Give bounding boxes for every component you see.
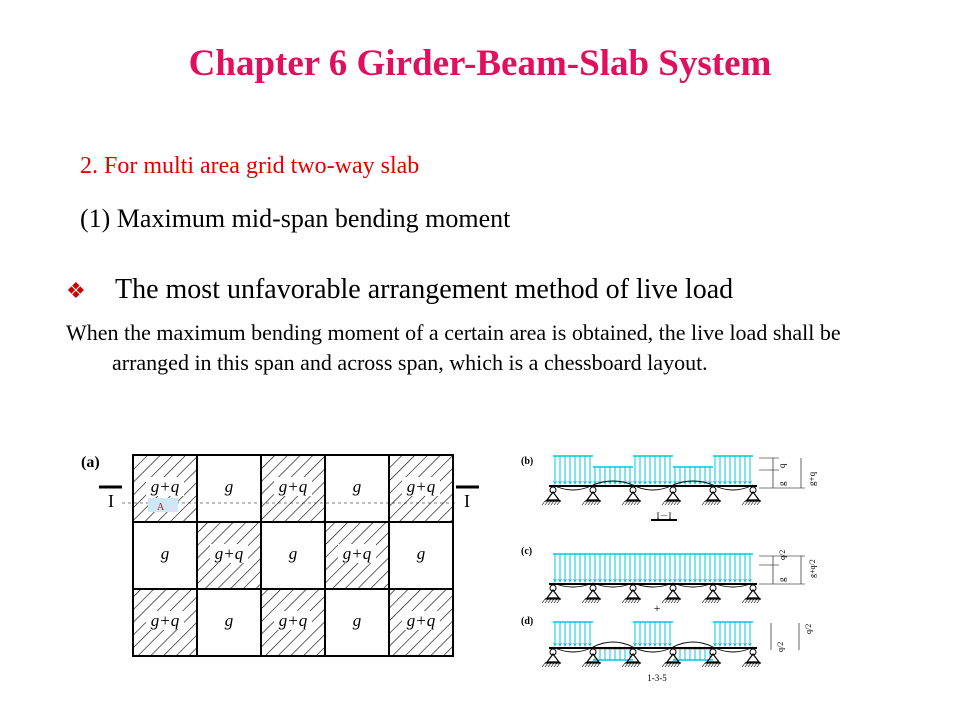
support-hatch [677,501,680,505]
support-hatch [637,501,640,505]
support-hatch [557,501,560,505]
panel-load-label: g [224,611,234,630]
section-caption: I－I [656,511,672,521]
panel-load-label: g [288,544,298,563]
support-hatch [665,501,668,505]
panel-load-label: g+q [342,544,372,563]
load-neg-label-d: q/2 [776,641,785,652]
load-half-q-label-c: q/2 [778,549,787,560]
support-hatch [542,501,545,505]
support-hatch [622,599,625,603]
support-hatch [671,501,674,505]
support-hatch [545,501,548,505]
panel-load-label: g+q [406,611,436,630]
support-hatch [714,501,717,505]
load-decomposition-figure [515,448,840,688]
panel-load-label: g [352,477,362,496]
subheading-max-moment: (1) Maximum mid-span bending moment [80,204,511,233]
section-label-right: I [464,491,470,511]
support-hatch [597,501,600,505]
support-hatch [717,501,720,505]
support-hatch [582,599,585,603]
support-hatch [748,501,751,505]
subheading-multi-area: 2. For multi area grid two-way slab [80,153,420,179]
support-hatch [702,599,705,603]
support-hatch [742,501,745,505]
figure-c-label: (c) [521,546,533,557]
support-hatch [742,663,745,667]
support-hatch [634,501,637,505]
load-q-label-b: q [777,463,787,468]
support-hatch [548,501,551,505]
panel-load-label: g [160,544,170,563]
panel-load-label: g [352,611,362,630]
support-hatch [591,501,594,505]
support-hatch [668,501,671,505]
load-total-label-c: g+q/2 [808,559,817,578]
support-hatch [585,501,588,505]
load-pos-label-d: q/2 [804,623,813,634]
plus-sign: + [653,601,661,615]
panel-load-label: g+q [278,477,308,496]
diamond-bullet-icon: ❖ [66,278,86,303]
panel-load-label: g+q [214,544,244,563]
support-hatch [594,501,597,505]
support-hatch [628,501,631,505]
panel-load-label: g+q [150,611,180,630]
support-hatch [705,501,708,505]
support-hatch [551,501,554,505]
marker-a-label: A [157,502,165,513]
support-hatch [582,501,585,505]
support-hatch [622,501,625,505]
figure-b-label: (b) [521,456,534,467]
support-hatch [751,501,754,505]
support-hatch [622,663,625,667]
panel-load-label: g+q [278,611,308,630]
support-hatch [742,599,745,603]
section-label-left: I [108,491,114,511]
support-hatch [542,599,545,603]
chessboard-plan-figure [78,448,488,664]
support-hatch [625,501,628,505]
deflection-curve [593,642,633,647]
panel-load-label: g+q [150,477,180,496]
slide-title: Chapter 6 Girder-Beam-Slab System [188,43,772,84]
figure-a-label: (a) [81,454,100,471]
load-g-label-b: g [777,481,787,486]
support-hatch [674,501,677,505]
support-hatch [554,501,557,505]
support-hatch [711,501,714,505]
support-hatch [662,501,665,505]
bullet-live-load: The most unfavorable arrangement method of live load [115,274,734,305]
support-hatch [631,501,634,505]
load-total-label-b: g+q [807,471,817,486]
support-hatch [588,501,591,505]
support-hatch [745,501,748,505]
panel-load-label: g [416,544,426,563]
support-hatch [582,663,585,667]
figure-caption: 1-3-5 [647,673,667,683]
support-hatch [757,501,760,505]
support-hatch [542,663,545,667]
body-paragraph: When the maximum bending moment of a certain area is obtained, the live load shall be arranged in this span and across span, which is a chessboard layout. [66,320,841,375]
slab-grid [133,455,453,656]
support-hatch [702,501,705,505]
panel-load-label: g+q [406,477,436,496]
panel-load-label: g [224,477,234,496]
support-hatch [702,663,705,667]
support-hatch [662,663,665,667]
load-g-label-c: g [777,577,787,582]
continuous-beams [542,456,761,667]
support-hatch [662,599,665,603]
support-hatch [708,501,711,505]
figure-d-label: (d) [521,616,534,627]
deflection-curve [673,642,713,647]
support-hatch [754,501,757,505]
